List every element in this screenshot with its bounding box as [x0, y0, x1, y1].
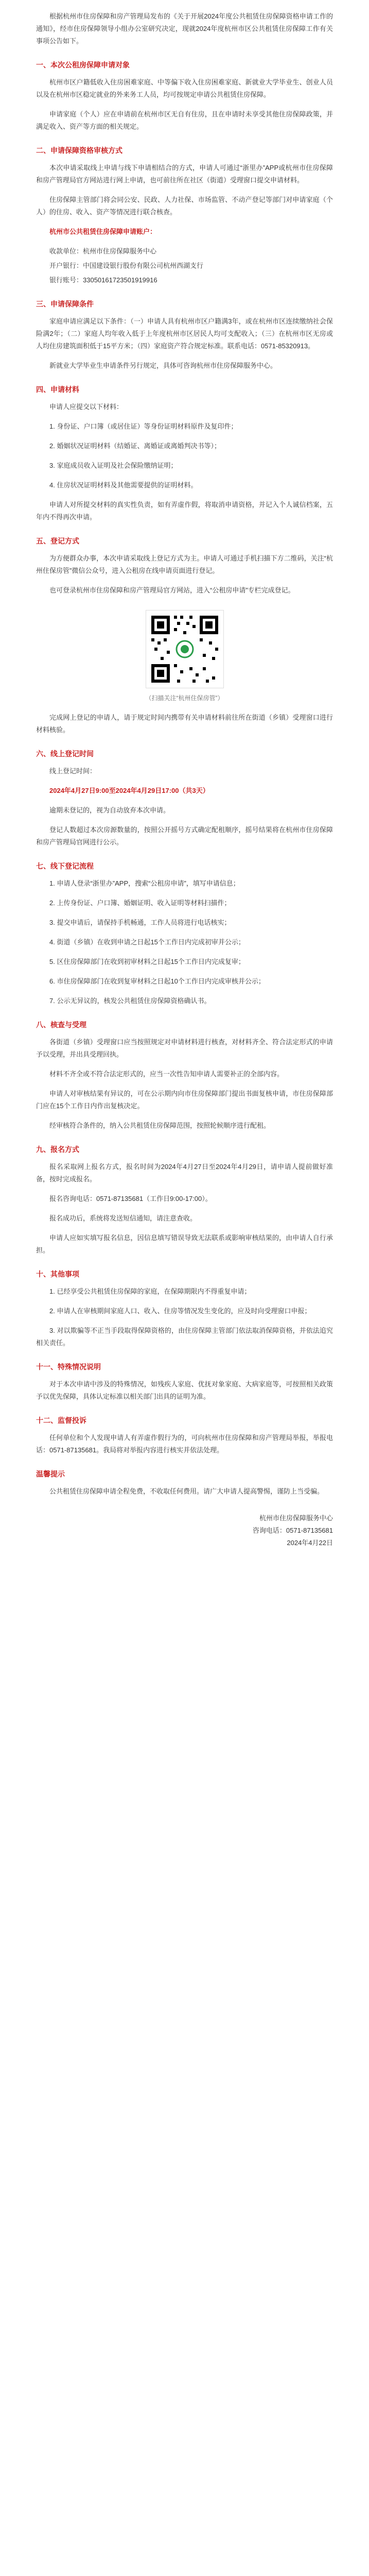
- list-item: 1. 已经享受公共租赁住房保障的家庭，在保障期限内不得重复申请；: [49, 1287, 251, 1295]
- section-title-3: 三、申请保障条件: [36, 300, 94, 308]
- list-item: 6. 市住房保障部门在收到复审材料之日起10个工作日内完成审核并公示；: [49, 977, 265, 985]
- list-item: 7. 公示无异议的，核发公共租赁住房保障资格确认书。: [49, 997, 211, 1005]
- section-title-13: 温馨提示: [36, 1470, 65, 1478]
- list-item: 2. 申请人在审核期间家庭人口、收入、住房等情况发生变化的，应及时向受理窗口申报；: [49, 1307, 311, 1315]
- paragraph: 申请人应如实填写报名信息，因信息填写错误导致无法联系或影响审核结果的，由申请人自行承担。: [36, 1234, 333, 1254]
- section-title-11: 十一、特殊情况说明: [36, 1363, 101, 1371]
- section-title-12: 十二、监督投诉: [36, 1416, 86, 1425]
- qr-code-icon: [146, 611, 223, 688]
- account-name: 收款单位：杭州市住房保障服务中心: [49, 247, 157, 255]
- section-title-1: 一、本次公租房保障申请对象: [36, 61, 130, 69]
- paragraph: 本次申请采取线上申请与线下申请相结合的方式，申请人可通过“浙里办”APP或杭州市住房保障和房产管理局官方网站进行网上申请，也可前往所在社区（街道）受理窗口提交申请材料。: [36, 164, 333, 184]
- paragraph: 完成网上登记的申请人，请于规定时间内携带有关申请材料前往所在街道（乡镇）受理窗口进行材料核验。: [36, 714, 333, 734]
- account-number: 银行账号：33050161723501919916: [49, 276, 157, 284]
- paragraph: 申请人对所提交材料的真实性负责，如有弄虚作假，将取消申请资格，并记入个人诚信档案，五年内不得再次申请。: [36, 501, 333, 521]
- list-item: 4. 住房状况证明材料及其他需要提供的证明材料。: [49, 481, 198, 489]
- list-item: 4. 街道（乡镇）在收到申请之日起15个工作日内完成初审并公示；: [49, 938, 245, 946]
- section-title-6: 六、线上登记时间: [36, 750, 94, 758]
- paragraph: 申请人应提交以下材料：: [49, 403, 124, 411]
- paragraph: 报名成功后，系统将发送短信通知，请注意查收。: [49, 1214, 197, 1222]
- section-title-7: 七、线下登记流程: [36, 862, 94, 870]
- list-item: 3. 对以欺骗等不正当手段取得保障资格的，由住房保障主管部门依法取消保障资格，并依法追究相关责任。: [36, 1327, 333, 1347]
- account-heading: 杭州市公共租赁住房保障申请账户：: [49, 228, 157, 235]
- list-item: 1. 身份证、户口簿（或居住证）等身份证明材料原件及复印件；: [49, 422, 238, 430]
- paragraph: 申请人对审核结果有异议的，可在公示期内向市住房保障部门提出书面复核申请，市住房保障部门应在15个工作日内作出复核决定。: [36, 1090, 333, 1110]
- paragraph: 住房保障主管部门将会同公安、民政、人力社保、市场监管、不动产登记等部门对申请家庭（个人）的住房、收入、资产等情况进行联合核查。: [36, 196, 333, 216]
- paragraph: 逾期未登记的，视为自动放弃本次申请。: [49, 806, 170, 814]
- qr-caption: （扫描关注“杭州住保房管”）: [145, 694, 224, 702]
- paragraph: 任何单位和个人发现申请人有弄虚作假行为的，可向杭州市住房保障和房产管理局举报，举报电话：0571-87135681。我局将对举报内容进行核实并依法处理。: [36, 1434, 333, 1454]
- paragraph: 经审核符合条件的，纳入公共租赁住房保障范围，按照轮候顺序进行配租。: [49, 1122, 271, 1129]
- section-title-9: 九、报名方式: [36, 1145, 79, 1154]
- paragraph: 家庭申请应满足以下条件：（一）申请人具有杭州市区户籍满3年，或在杭州市区连续缴纳社会保险满2年；（二）家庭人均年收入低于上年度杭州市区居民人均可支配收入；（三）在杭州市区无房或人均住房建筑面积低于15平方米；（四）家庭资产符合规定标准。联系电话：0571-85320913。: [36, 317, 333, 350]
- list-item: 2. 上传身份证、户口簿、婚姻证明、收入证明等材料扫描件；: [49, 899, 231, 907]
- registration-time: 2024年4月27日9:00至2024年4月29日17:00（共3天）: [49, 787, 209, 794]
- list-item: 1. 申请人登录“浙里办”APP，搜索“公租房申请”，填写申请信息；: [49, 879, 240, 887]
- signature-date: 2024年4月22日: [287, 1539, 333, 1547]
- section-title-8: 八、核查与受理: [36, 1021, 86, 1029]
- section-title-2: 二、申请保障资格审核方式: [36, 146, 122, 155]
- section-title-5: 五、登记方式: [36, 537, 79, 545]
- paragraph: 材料不齐全或不符合法定形式的，应当一次性告知申请人需要补正的全部内容。: [49, 1070, 284, 1078]
- signature-org: 杭州市住房保障服务中心: [259, 1514, 333, 1522]
- paragraph: 杭州市区户籍低收入住房困难家庭、中等偏下收入住房困难家庭、新就业大学毕业生、创业人员以及在杭州市区稳定就业的外来务工人员，均可按规定申请公共租赁住房保障。: [36, 78, 333, 98]
- paragraph: 报名咨询电话：0571-87135681（工作日9:00-17:00）。: [49, 1195, 212, 1202]
- paragraph: 公共租赁住房保障申请全程免费，不收取任何费用。请广大申请人提高警惕，谨防上当受骗。: [49, 1487, 324, 1495]
- qr-code[interactable]: [146, 610, 224, 688]
- signature-phone: 咨询电话：0571-87135681: [252, 1527, 333, 1534]
- list-item: 3. 提交申请后，请保持手机畅通，工作人员将进行电话核实；: [49, 919, 231, 926]
- paragraph: 也可登录杭州市住房保障和房产管理局官方网站，进入“公租房申请”专栏完成登记。: [49, 586, 295, 594]
- qr-section: [36, 610, 333, 702]
- account-bank: 开户银行：中国建设银行股份有限公司杭州西湖支行: [49, 262, 204, 269]
- list-item: 5. 区住房保障部门在收到初审材料之日起15个工作日内完成复审；: [49, 958, 245, 965]
- intro-paragraph: 根据杭州市住房保障和房产管理局发布的《关于开展2024年度公共租赁住房保障资格申请工作的通知》，经市住房保障领导小组办公室研究决定，现就2024年度杭州市区公共租赁住房保障工作有关事项公告如下。: [36, 12, 333, 45]
- paragraph: 为方便群众办事，本次申请采取线上登记方式为主。申请人可通过手机扫描下方二维码，关注“杭州住保房管”微信公众号，进入公租房在线申请页面进行登记。: [36, 554, 333, 574]
- section-title-4: 四、申请材料: [36, 385, 79, 394]
- section-title-10: 十、其他事项: [36, 1270, 79, 1278]
- paragraph: 报名采取网上报名方式，报名时间为2024年4月27日至2024年4月29日，请申请人提前做好准备，按时完成报名。: [36, 1163, 333, 1183]
- paragraph: 线上登记时间：: [49, 767, 97, 775]
- paragraph: 各街道（乡镇）受理窗口应当按照规定对申请材料进行核查，对材料齐全、符合法定形式的申请予以受理，并出具受理回执。: [36, 1038, 333, 1058]
- list-item: 3. 家庭成员收入证明及社会保险缴纳证明；: [49, 462, 178, 469]
- paragraph: 新就业大学毕业生申请条件另行规定，具体可咨询杭州市住房保障服务中心。: [49, 362, 277, 369]
- list-item: 2. 婚姻状况证明材料（结婚证、离婚证或离婚判决书等）；: [49, 442, 221, 450]
- paragraph: 对于本次申请中涉及的特殊情况，如残疾人家庭、优抚对象家庭、大病家庭等，可按照相关政策予以优先保障，具体认定标准以相关部门出具的证明为准。: [36, 1380, 333, 1400]
- paragraph: 申请家庭（个人）应在申请前在杭州市区无自有住房，且在申请时未享受其他住房保障政策，并满足收入、资产等方面的相关规定。: [36, 110, 333, 130]
- paragraph: 登记人数超过本次房源数量的，按照公开摇号方式确定配租顺序，摇号结果将在杭州市住房保障和房产管理局官网进行公示。: [36, 826, 333, 846]
- spacer: [36, 1505, 333, 1512]
